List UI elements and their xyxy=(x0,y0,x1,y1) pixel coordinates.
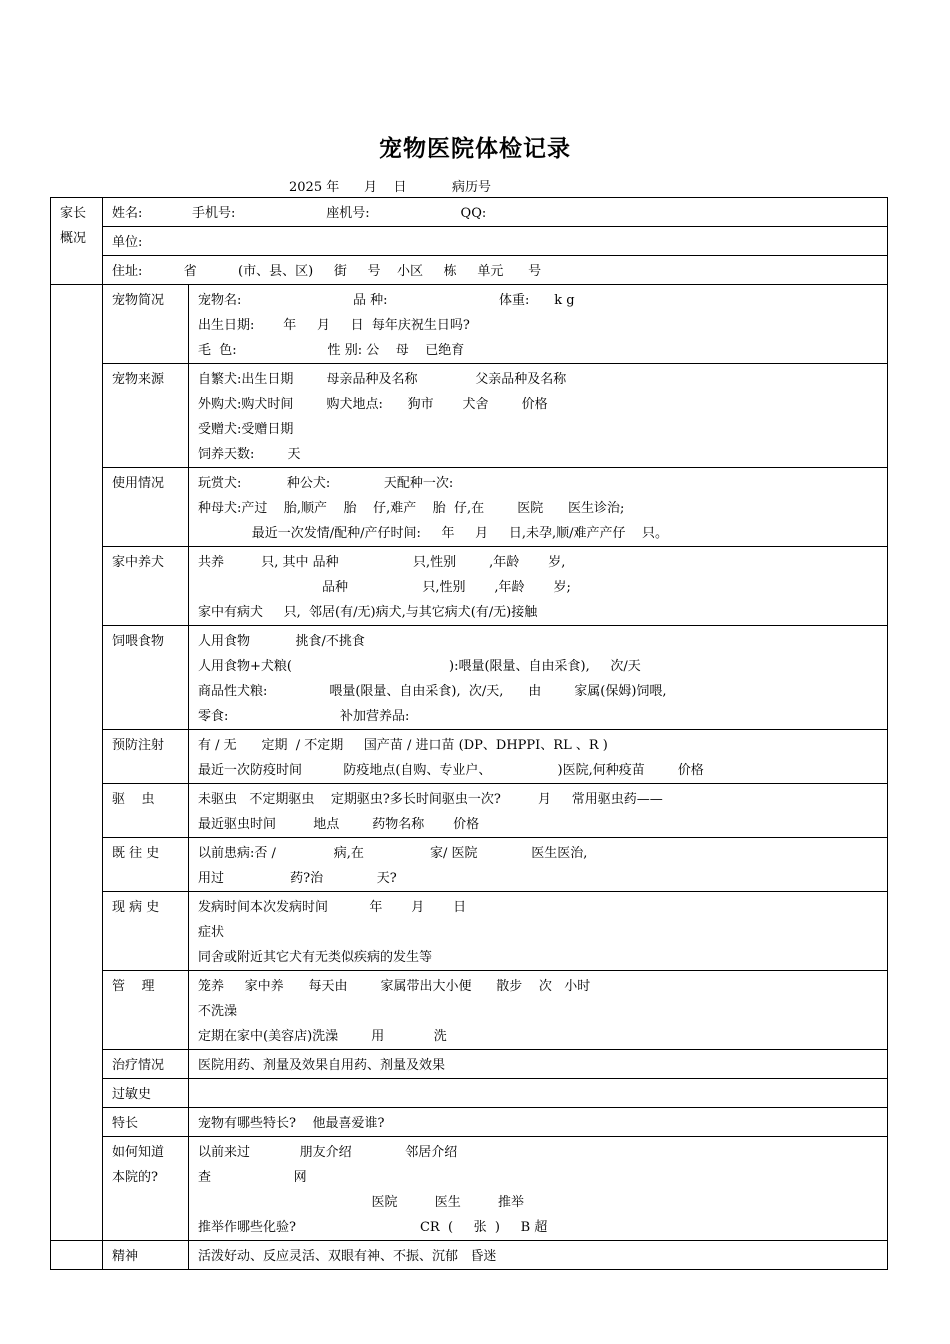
section-line: 最近一次防疫时间 防疫地点(自购、专业户、 )医院,何种疫苗 价格 xyxy=(198,763,704,778)
section-label xyxy=(103,971,189,1050)
section-label-text: 预防注射 xyxy=(112,738,165,753)
section-line: 家中有病犬 只, 邻居(有/无)病犬,与其它病犬(有/无)接触 xyxy=(198,605,538,620)
section-line: 以前来过 朋友介绍 邻居介绍 xyxy=(198,1145,458,1160)
section-content-field[interactable] xyxy=(189,971,888,1050)
section-label-text: 过敏史 xyxy=(112,1087,152,1102)
date-record-line: 2025 年 月 日 病历号 xyxy=(289,180,491,195)
section-label xyxy=(103,784,189,838)
section-label xyxy=(103,838,189,892)
section-label-text: 如何知道 xyxy=(112,1145,165,1160)
section-content-field[interactable] xyxy=(189,1108,888,1137)
section-line: 人用食物 挑食/不挑食 xyxy=(198,634,365,649)
section-row xyxy=(51,1079,888,1108)
section-content-field[interactable] xyxy=(189,838,888,892)
section-label-text: 管 理 xyxy=(112,979,155,994)
section-label-text: 饲喂食物 xyxy=(112,634,165,649)
owner-address-text: 住址: 省 (市、县、区) 街 号 小区 栋 单元 号 xyxy=(112,264,542,279)
section-row xyxy=(51,1050,888,1079)
section-line: 症状 xyxy=(198,925,225,940)
page-title: 宠物医院体检记录 xyxy=(379,136,571,162)
owner-address-field[interactable] xyxy=(103,256,888,285)
section-line: 品种 只,性别 ,年龄 岁; xyxy=(198,580,571,595)
section-label-text: 宠物简况 xyxy=(112,293,165,308)
section-line: 出生日期: 年 月 日 每年庆祝生日吗? xyxy=(198,318,470,333)
section-content-field[interactable] xyxy=(189,1079,888,1108)
section-line: 人用食物+犬粮( ):喂量(限量、自由采食), 次/天 xyxy=(198,659,641,674)
section-label-text: 特长 xyxy=(112,1116,139,1131)
section-row xyxy=(51,971,888,1050)
section-row xyxy=(51,730,888,784)
section-content-field[interactable] xyxy=(189,1137,888,1241)
section-content-field[interactable] xyxy=(189,468,888,547)
section-label xyxy=(103,1108,189,1137)
exam-group-cell xyxy=(51,1241,103,1270)
section-row xyxy=(51,364,888,468)
section-label xyxy=(103,1050,189,1079)
section-line: 推举作哪些化验? CR ( 张 ) B 超 xyxy=(198,1220,548,1235)
section-line: 最近一次发情/配种/产仔时间: 年 月 日,未孕,顺/难产产仔 只。 xyxy=(198,526,669,541)
section-label xyxy=(103,1079,189,1108)
section-line: 发病时间本次发病时间 年 月 日 xyxy=(198,900,467,915)
section-label-text: 本院的? xyxy=(112,1170,158,1185)
section-line: 笼养 家中养 每天由 家属带出大小便 散步 次 小时 xyxy=(198,979,591,994)
section-line: 玩赏犬: 种公犬: 天配种一次: xyxy=(198,476,454,491)
section-line: 饲养天数: 天 xyxy=(198,447,301,462)
mental-state-field[interactable] xyxy=(189,1241,888,1270)
section-row xyxy=(51,838,888,892)
mental-state-label xyxy=(103,1241,189,1270)
section-line: 未驱虫 不定期驱虫 定期驱虫?多长时间驱虫一次? 月 常用驱虫药—— xyxy=(198,792,663,807)
section-content-field[interactable] xyxy=(189,730,888,784)
section-row xyxy=(51,1137,888,1241)
section-line: 商品性犬粮: 喂量(限量、自由采食), 次/天, 由 家属(保姆)饲喂, xyxy=(198,684,667,699)
section-label xyxy=(103,468,189,547)
section-content-field[interactable] xyxy=(189,364,888,468)
owner-row-address xyxy=(51,256,888,285)
exam-form-table xyxy=(50,197,888,1270)
owner-employer-field[interactable] xyxy=(103,227,888,256)
owner-contact-field[interactable] xyxy=(103,198,888,227)
owner-row-employer xyxy=(51,227,888,256)
section-content-field[interactable] xyxy=(189,626,888,730)
form-body xyxy=(51,198,888,1270)
section-line: 毛 色: 性 别: 公 母 已绝育 xyxy=(198,343,465,358)
section-line: 不洗澡 xyxy=(198,1004,238,1019)
section-line: 种母犬:产过 胎,顺产 胎 仔,难产 胎 仔,在 医院 医生诊治; xyxy=(198,501,625,516)
section-line: 受赠犬:受赠日期 xyxy=(198,422,294,437)
section-label xyxy=(103,730,189,784)
section-row xyxy=(51,626,888,730)
section-label-text: 既 往 史 xyxy=(112,846,160,861)
section-line: 自繁犬:出生日期 母亲品种及名称 父亲品种及名称 xyxy=(198,372,567,387)
owner-section-label xyxy=(51,198,103,285)
section-content-field[interactable] xyxy=(189,285,888,364)
section-label xyxy=(103,547,189,626)
section-label-text: 宠物来源 xyxy=(112,372,165,387)
section-line: 以前患病:否 / 病,在 家/ 医院 医生医治, xyxy=(198,846,588,861)
owner-employer-text: 单位: xyxy=(112,235,143,250)
section-row xyxy=(51,1108,888,1137)
section-line: 医院用药、剂量及效果自用药、剂量及效果 xyxy=(198,1058,446,1073)
section-line: 共养 只, 其中 品种 只,性别 ,年龄 岁, xyxy=(198,555,566,570)
section-row xyxy=(51,892,888,971)
section-label xyxy=(103,364,189,468)
section-row xyxy=(51,547,888,626)
owner-label-line-2: 概况 xyxy=(60,231,87,246)
section-content-field[interactable] xyxy=(189,547,888,626)
mental-state-label-text: 精神 xyxy=(112,1249,139,1264)
section-line xyxy=(198,1082,887,1107)
mental-state-row xyxy=(51,1241,888,1270)
section-content-field[interactable] xyxy=(189,1050,888,1079)
section-content-field[interactable] xyxy=(189,892,888,971)
owner-row-name xyxy=(51,198,888,227)
section-line: 有 / 无 定期 / 不定期 国产苗 / 进口苗 (DP、DHPPI、RL 、R ) xyxy=(198,738,608,753)
section-label xyxy=(103,285,189,364)
section-line: 零食: 补加营养品: xyxy=(198,709,410,724)
owner-label-line-1: 家长 xyxy=(60,206,87,221)
section-row xyxy=(51,285,888,364)
section-row xyxy=(51,784,888,838)
section-line: 查 网 xyxy=(198,1170,307,1185)
section-line: 外购犬:购犬时间 购犬地点: 狗市 犬舍 价格 xyxy=(198,397,548,412)
section-label xyxy=(103,892,189,971)
section-line: 宠物有哪些特长? 他最喜爱谁? xyxy=(198,1116,385,1131)
section-label-text: 驱 虫 xyxy=(112,792,155,807)
section-label xyxy=(103,1137,189,1241)
section-row xyxy=(51,468,888,547)
section-label-text: 使用情况 xyxy=(112,476,165,491)
section-content-field[interactable] xyxy=(189,784,888,838)
section-label xyxy=(103,626,189,730)
section-label-text: 家中养犬 xyxy=(112,555,165,570)
section-line: 医院 医生 推举 xyxy=(198,1195,524,1210)
section-line: 定期在家中(美容店)洗澡 用 洗 xyxy=(198,1029,447,1044)
owner-contact-text: 姓名: 手机号: 座机号: QQ: xyxy=(112,206,487,221)
section-line: 同舍或附近其它犬有无类似疾病的发生等 xyxy=(198,950,433,965)
section-label-text: 治疗情况 xyxy=(112,1058,165,1073)
pet-history-group-cell xyxy=(51,285,103,1241)
mental-state-options: 活泼好动、反应灵活、双眼有神、不振、沉郁 昏迷 xyxy=(198,1249,497,1264)
section-line: 最近驱虫时间 地点 药物名称 价格 xyxy=(198,817,480,832)
section-label-text: 现 病 史 xyxy=(112,900,160,915)
section-line: 宠物名: 品 种: 体重: k g xyxy=(198,293,575,308)
section-line: 用过 药?治 天? xyxy=(198,871,397,886)
